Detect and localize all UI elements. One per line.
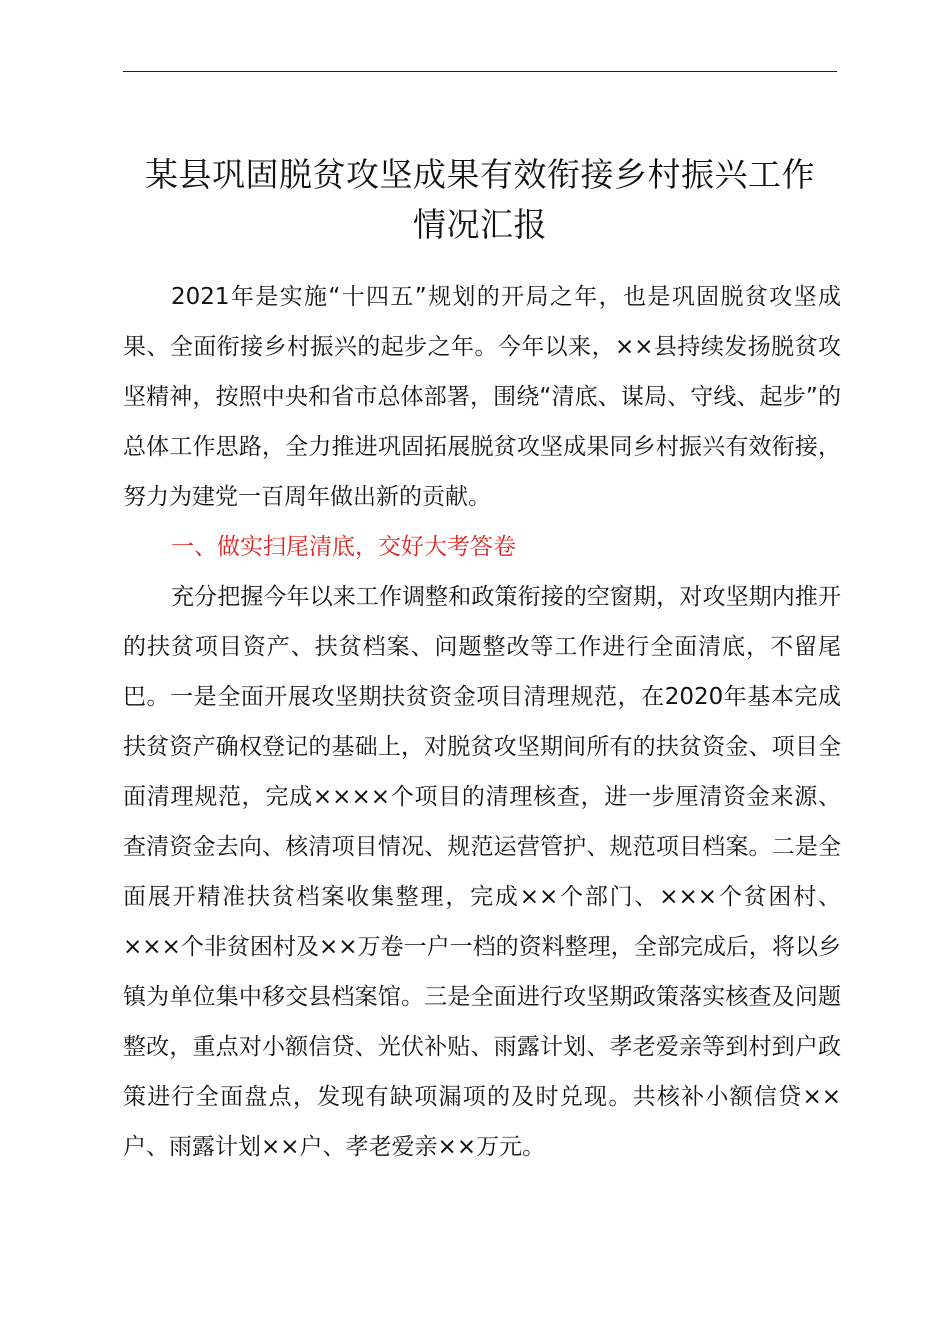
document-body (123, 272, 841, 1172)
title-line-2: 情况汇报 (413, 205, 547, 244)
title-line-1: 某县巩固脱贫攻坚成果有效衔接乡村振兴工作 (145, 155, 815, 194)
document-title (110, 150, 850, 250)
intro-paragraph: 2021年是实施“十四五”规划的开局之年，也是巩固脱贫攻坚成果、全面衔接乡村振兴的起步之年。今年以来，××县持续发扬脱贫攻坚精神，按照中央和省市总体部署，围绕“清底、谋局、守线、起步”的总体工作思路，全力推进巩固拓展脱贫攻坚成果同乡村振兴有效衔接，努力为建党一百周年做出新的贡献。 (123, 284, 841, 510)
section-1-heading: 一、做实扫尾清底，交好大考答卷 (171, 534, 516, 560)
header-rule (123, 71, 837, 72)
section-1-body: 充分把握今年以来工作调整和政策衔接的空窗期，对攻坚期内推开的扶贫项目资产、扶贫档案、问题整改等工作进行全面清底，不留尾巴。一是全面开展攻坚期扶贫资金项目清理规范，在2020年基本完成扶贫资产确权登记的基础上，对脱贫攻坚期间所有的扶贫资金、项目全面清理规范，完成××××个项目的清理核查，进一步厘清资金来源、查清资金去向、核清项目情况、规范运营管护、规范项目档案。二是全面展开精准扶贫档案收集整理，完成××个部门、×××个贫困村、×××个非贫困村及××万卷一户一档的资料整理，全部完成后，将以乡镇为单位集中移交县档案馆。三是全面进行攻坚期政策落实核查及问题整改，重点对小额信贷、光伏补贴、雨露计划、孝老爱亲等到村到户政策进行全面盘点，发现有缺项漏项的及时兑现。共核补小额信贷××户、雨露计划××户、孝老爱亲××万元。 (123, 584, 841, 1160)
